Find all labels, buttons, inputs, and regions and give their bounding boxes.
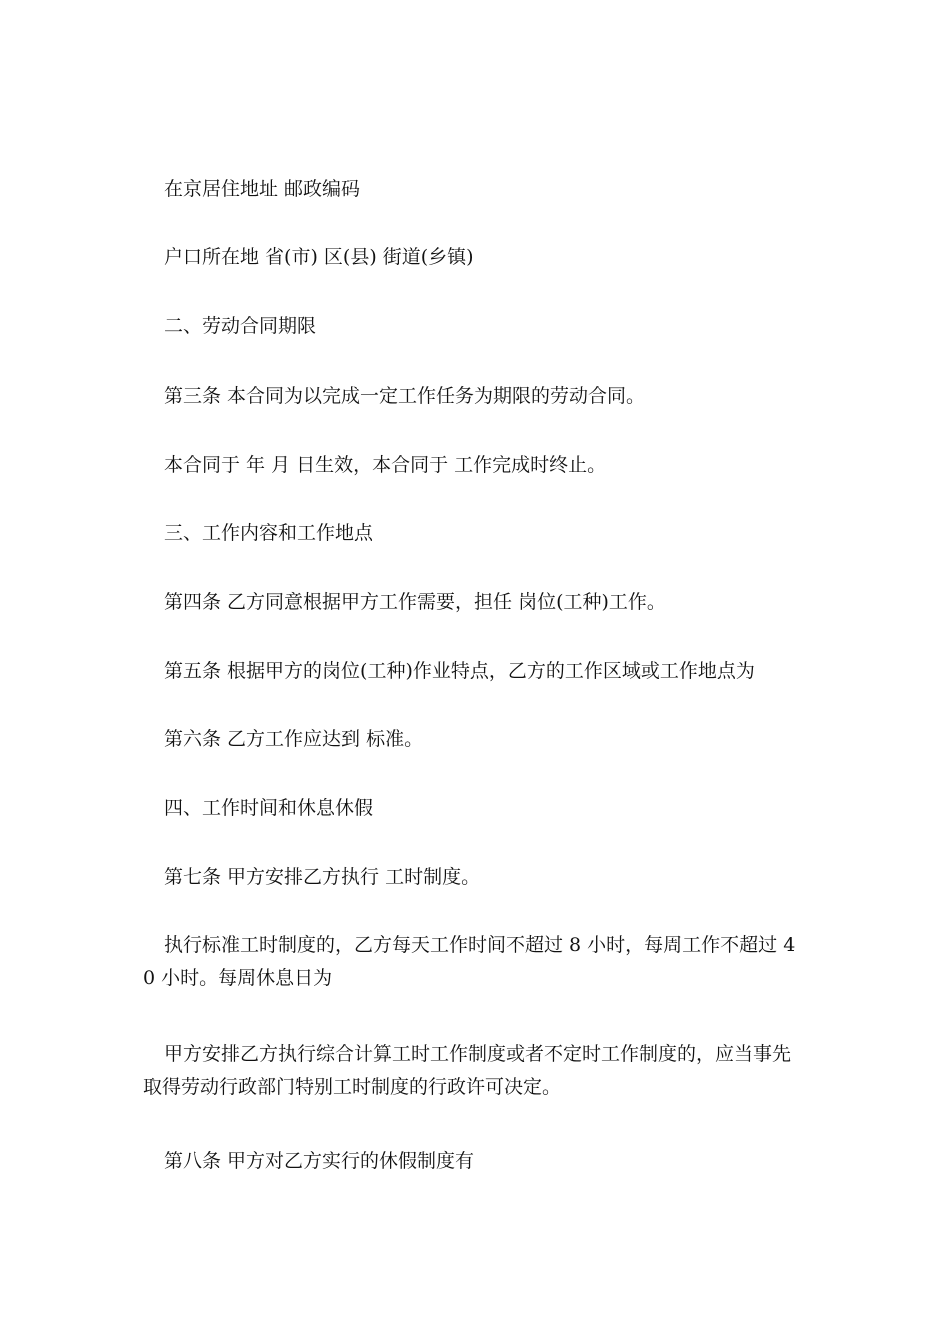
article-3: 第三条 本合同为以完成一定工作任务为期限的劳动合同。	[164, 385, 646, 407]
special-hours-paragraph: 甲方安排乙方执行综合计算工时工作制度或者不定时工作制度的，应当事先取得劳动行政部门特别工时制度的行政许可决定。	[143, 1043, 792, 1098]
contract-effective-line: 本合同于 年 月 日生效，本合同于 工作完成时终止。	[164, 454, 607, 476]
article-7: 第七条 甲方安排乙方执行 工时制度。	[164, 866, 481, 888]
article-4: 第四条 乙方同意根据甲方工作需要，担任 岗位(工种)工作。	[164, 591, 666, 613]
article-6: 第六条 乙方工作应达到 标准。	[164, 728, 424, 750]
household-registration-line: 户口所在地 省(市) 区(县) 街道(乡镇)	[164, 246, 474, 268]
section-heading-work-content: 三、工作内容和工作地点	[164, 522, 374, 544]
standard-hours-paragraph: 执行标准工时制度的，乙方每天工作时间不超过 8 小时，每周工作不超过 40 小时。每周休息日为	[143, 934, 796, 989]
article-8: 第八条 甲方对乙方实行的休假制度有	[164, 1150, 475, 1172]
residence-address-line: 在京居住地址 邮政编码	[164, 178, 361, 200]
section-heading-working-hours: 四、工作时间和休息休假	[164, 797, 374, 819]
article-5: 第五条 根据甲方的岗位(工种)作业特点，乙方的工作区域或工作地点为	[164, 660, 755, 682]
section-heading-contract-term: 二、劳动合同期限	[164, 315, 317, 337]
